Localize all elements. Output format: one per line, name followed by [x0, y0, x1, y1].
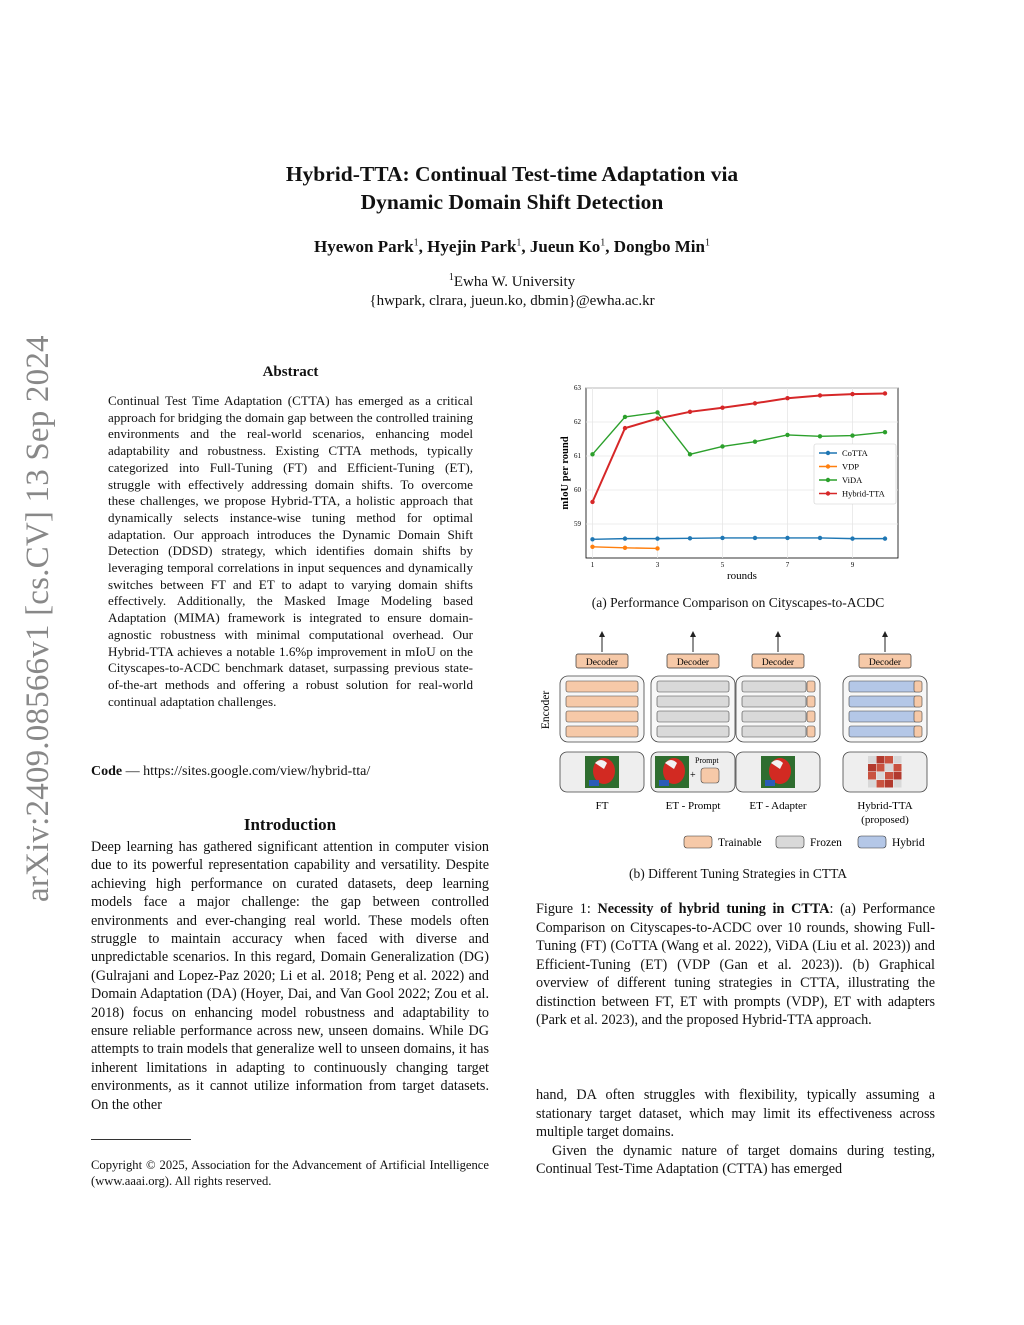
right-column-text: [536, 1086, 935, 1179]
prompt-label: Prompt: [695, 756, 719, 765]
author: Hyewon Park$^1$,: [314, 237, 428, 256]
y-tick-label: 61: [574, 452, 581, 460]
data-point-cotta: [883, 536, 887, 540]
data-point-cotta: [623, 536, 627, 540]
y-tick-label: 59: [574, 520, 581, 528]
data-point-hybrid-tta: [818, 393, 822, 397]
strategy-sublabel: (proposed): [861, 814, 909, 826]
data-point-cotta: [590, 537, 594, 541]
decoder-label: Decoder: [761, 658, 795, 668]
encoder-layer: [849, 726, 921, 737]
data-point-hybrid-tta: [785, 396, 789, 400]
encoder-layer: [566, 696, 638, 707]
adapter-module: [914, 696, 922, 707]
legend-label-cotta: CoTTA: [842, 448, 868, 458]
data-point-vdp: [655, 546, 659, 550]
affiliation-name: $^1$Ewha W. University: [448, 272, 576, 290]
image-patch: [877, 780, 885, 788]
x-axis-label: rounds: [727, 570, 757, 582]
data-point-hybrid-tta: [883, 391, 887, 395]
data-point-vida: [818, 434, 822, 438]
figure-caption-bold: Necessity of hybrid tuning in CTTA: [597, 901, 830, 917]
x-tick-label: 7: [785, 561, 790, 569]
data-point-vdp: [590, 545, 594, 549]
legend-label-hybrid: Hybrid: [892, 837, 925, 849]
figure-label: Figure 1:: [536, 901, 591, 917]
strategy-label: ET - Adapter: [749, 800, 807, 812]
figure-caption-a: (a) Performance Comparison on Cityscapes-to-ACDC: [591, 595, 885, 610]
tuning-strategies-diagram: [536, 630, 936, 856]
decoder-label: Decoder: [585, 658, 619, 668]
parrot-wing: [765, 780, 775, 786]
affiliation: [150, 268, 874, 311]
parrot-wing: [659, 780, 669, 786]
data-point-vida: [883, 430, 887, 434]
chart-legend: [814, 444, 896, 504]
author-emails: {hwpark, clrara, jueun.ko, dbmin}@ewha.ac.kr: [369, 293, 655, 309]
data-point-hybrid-tta: [623, 426, 627, 430]
y-tick-label: 63: [574, 384, 581, 392]
decoder-label: Decoder: [868, 658, 902, 668]
data-point-hybrid-tta: [655, 416, 659, 420]
strategy-et-adapter: [736, 634, 820, 812]
x-tick-label: 5: [720, 561, 725, 569]
image-patch: [894, 780, 902, 788]
image-patch: [877, 764, 885, 772]
copyright-footnote: Copyright © 2025, Association for the Advancement of Artificial Intelligence (www.aaai.org). All rights reserved.: [91, 1157, 489, 1189]
code-link[interactable]: https://sites.google.com/view/hybrid-tta/: [143, 764, 371, 779]
image-patch: [877, 756, 885, 764]
image-patch: [885, 772, 893, 780]
encoder-layer: [849, 696, 921, 707]
legend-label-trainable: Trainable: [718, 837, 762, 849]
right-paragraph-2: Given the dynamic nature of target domains during testing, Continual Test-Time Adaptation (CTTA) has emerged: [536, 1142, 935, 1177]
image-patch: [894, 756, 902, 764]
author: Dongbo Min$^1$: [613, 237, 710, 256]
abstract-heading: Abstract: [262, 364, 319, 380]
data-point-hybrid-tta: [753, 401, 757, 405]
y-tick-label: 60: [574, 486, 581, 494]
adapter-module: [807, 726, 815, 737]
legend-swatch-frozen: [776, 836, 804, 848]
title-line-2: Dynamic Domain Shift Detection: [360, 190, 664, 214]
strategy-label: Hybrid-TTA: [857, 800, 913, 812]
author-list: [150, 237, 874, 257]
image-patch: [868, 772, 876, 780]
data-point-cotta: [655, 536, 659, 540]
adapter-module: [807, 681, 815, 692]
data-point-vida: [688, 452, 692, 456]
data-point-vida: [720, 444, 724, 448]
author: Hyejin Park$^1$,: [427, 237, 530, 256]
image-patch: [885, 780, 893, 788]
strategy-label: FT: [595, 800, 609, 812]
image-patch: [885, 764, 893, 772]
encoder-layer: [742, 681, 806, 692]
plus-sign: +: [690, 770, 696, 781]
encoder-layer: [657, 711, 729, 722]
legend-label-hybrid-tta: Hybrid-TTA: [842, 488, 885, 499]
image-patch: [877, 772, 885, 780]
code-line: Code — https://sites.google.com/view/hybrid-tta/: [91, 764, 371, 779]
data-point-cotta: [688, 536, 692, 540]
data-point-cotta: [818, 536, 822, 540]
legend-marker-cotta: [826, 451, 830, 455]
decoder-label: Decoder: [676, 658, 710, 668]
legend-swatch-hybrid: [858, 836, 886, 848]
data-point-vida: [655, 410, 659, 414]
arxiv-side-stamp: arXiv:2409.08566v1 [cs.CV] 13 Sep 2024: [20, 335, 56, 902]
footnote-rule: [91, 1139, 191, 1140]
prompt-token: [701, 768, 719, 783]
encoder-label: Encoder: [540, 690, 552, 730]
legend-marker-hybrid-tta: [826, 491, 830, 495]
strategy-ft: [560, 634, 644, 812]
data-point-hybrid-tta: [590, 500, 594, 504]
adapter-module: [807, 696, 815, 707]
data-point-vida: [850, 433, 854, 437]
x-tick-label: 3: [655, 561, 660, 569]
introduction-text: Deep learning has gathered significant attention in computer vision due to its powerful representation capability and versatility. Despite achieving high performance on curated datasets, deep learning models face a major challenge: the gap between controlled environments and ever-changing real world. These models often struggle to maintain accuracy when faced with diverse and unpredictable scenarios. In this regard, Domain Generalization (DG) (Gulrajani and Lopez-Paz 2020; Li et al. 2018; Peng et al. 2022) and Domain Adaptation (DA) (Hoyer, Dai, and Van Gool 2022; Zou et al. 2018) focus on enhancing model robustness and adaptability to ensure reliable performance across new, unseen domains. While DG attempts to train models that generalize well to unseen domains, it has inherent limitations in adapting to continuously changing target environments, as it cannot utilize information from target datasets. On the other: [91, 839, 489, 1113]
encoder-layer: [657, 726, 729, 737]
paper-title: [150, 160, 874, 216]
data-point-vida: [623, 415, 627, 419]
legend-marker-vida: [826, 478, 830, 482]
data-point-hybrid-tta: [850, 392, 854, 396]
encoder-layer: [849, 681, 921, 692]
y-tick-label: 62: [574, 418, 581, 426]
data-point-vida: [590, 452, 594, 456]
image-patch: [868, 756, 876, 764]
data-point-hybrid-tta: [720, 406, 724, 410]
legend-swatch-trainable: [684, 836, 712, 848]
data-point-vida: [785, 433, 789, 437]
adapter-module: [807, 711, 815, 722]
strategy-et-prompt: [651, 634, 735, 812]
encoder-layer: [657, 681, 729, 692]
adapter-module: [914, 681, 922, 692]
strategy-hybrid-tta: [843, 634, 927, 826]
encoder-layer: [566, 726, 638, 737]
data-point-cotta: [850, 536, 854, 540]
encoder-layer: [657, 696, 729, 707]
image-patch: [868, 764, 876, 772]
figure-1-caption: [536, 900, 935, 1030]
introduction-heading: Introduction: [243, 815, 337, 834]
data-point-vida: [753, 440, 757, 444]
data-point-cotta: [753, 536, 757, 540]
strategy-label: ET - Prompt: [665, 800, 721, 812]
encoder-layer: [849, 711, 921, 722]
diagram-legend: [684, 836, 925, 849]
image-patch: [894, 764, 902, 772]
data-point-vdp: [623, 546, 627, 550]
right-paragraph-1: hand, DA often struggles with flexibility, typically assuming a stationary target dataset, which may limit its effectiveness across multiple target domains.: [536, 1087, 935, 1140]
x-tick-label: 1: [590, 561, 595, 569]
abstract-text: Continual Test Time Adaptation (CTTA) has emerged as a critical approach for bridging the domain gap between the controlled training environments and the real-world scenarios, enhancing model adaptability and robustness. Existing CTTA methods, typically categorized into Full-Tuning (FT) and Efficient-Tuning (ET), struggle with effectively addressing domain shifts. To overcome these challenges, we propose Hybrid-TTA, a holistic approach that dynamically selects instance-wise tuning method for optimal adaptation. Our approach introduces the Dynamic Domain Shift Detection (DDSD) strategy, which identifies domain shifts by leveraging temporal correlations in input sequences and dynamically switches between FT and ET to adapt to varying domain shifts effectively. Additionally, the Masked Image Modeling based Adaptation (MIMA) framework is integrated to ensure domain-agnostic robustness with minimal computational overhead. Our Hybrid-TTA achieves a notable 1.6%p improvement in mIoU on the Cityscapes-to-ACDC benchmark dataset, surpassing previous state-of-the-art methods and offering a robust solution for real-world continual adaptation challenges.: [108, 393, 473, 709]
adapter-module: [914, 711, 922, 722]
data-point-cotta: [785, 536, 789, 540]
x-tick-label: 9: [850, 561, 855, 569]
encoder-layer: [742, 726, 806, 737]
image-patch: [894, 772, 902, 780]
adapter-module: [914, 726, 922, 737]
data-point-hybrid-tta: [688, 410, 692, 414]
image-patch: [868, 780, 876, 788]
figure-caption-b: (b) Different Tuning Strategies in CTTA: [628, 866, 848, 881]
legend-label-frozen: Frozen: [810, 837, 842, 849]
code-label: Code: [91, 764, 123, 779]
encoder-layer: [566, 681, 638, 692]
figure-caption-text: : (a) Performance Comparison on Cityscapes-to-ACDC over 10 rounds, showing Full-Tuning (FT) (CoTTA (Wang et al. 2022), ViDA (Liu et al. 2023)) and Efficient-Tuning (ET) (VDP (Gan et al. 2023)). (b) Graphical overview of different tuning strategies in CTTA, illustrating the distinction between FT, ET with prompts (VDP), ET with adapters (Park et al. 2023), and the proposed Hybrid-TTA approach.: [536, 901, 936, 1028]
legend-label-vida: ViDA: [842, 475, 863, 485]
encoder-layer: [566, 711, 638, 722]
encoder-layer: [742, 711, 806, 722]
image-patch: [885, 756, 893, 764]
performance-chart: [552, 382, 912, 584]
parrot-wing: [589, 780, 599, 786]
data-point-cotta: [720, 536, 724, 540]
encoder-layer: [742, 696, 806, 707]
legend-label-vdp: VDP: [842, 461, 860, 472]
title-line-1: Hybrid-TTA: Continual Test-time Adaptation via: [285, 162, 739, 186]
y-axis-label: mIoU per round: [560, 436, 571, 510]
author: Jueun Ko$^1$,: [529, 237, 614, 256]
legend-marker-vdp: [826, 464, 830, 468]
